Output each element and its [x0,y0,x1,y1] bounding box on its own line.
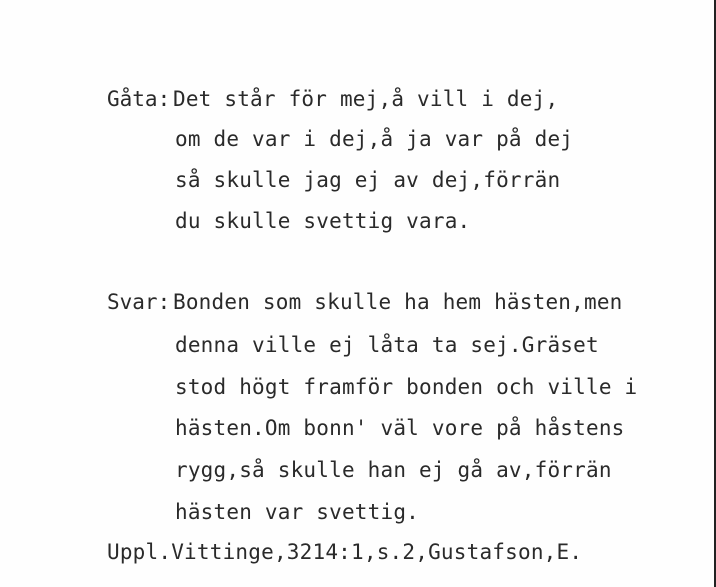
answer-line-5: rygg,så skulle han ej gå av,förrän [175,458,612,482]
riddle-label: Gåta: [107,87,171,111]
riddle-line-3: så skulle jag ej av dej,förrän [175,168,561,192]
riddle-line-1: Det står för mej,å vill i dej, [173,87,559,111]
answer-line-3: stod högt framför bonden och ville i [175,375,638,399]
riddle-line-2: om de var i dej,å ja var på dej [175,127,574,151]
riddle-line-4: du skulle svettig vara. [175,209,471,233]
answer-line-4: hästen.Om bonn' väl vore på håstens [175,416,625,440]
answer-line-1: Bonden som skulle ha hem hästen,men [173,290,623,314]
answer-label: Svar: [107,290,171,314]
answer-line-2: denna ville ej låta ta sej.Gräset [175,333,599,357]
answer-line-6: hästen var svettig. [175,500,420,524]
source-citation: Uppl.Vittinge,3214:1,s.2,Gustafson,E. [107,540,583,564]
